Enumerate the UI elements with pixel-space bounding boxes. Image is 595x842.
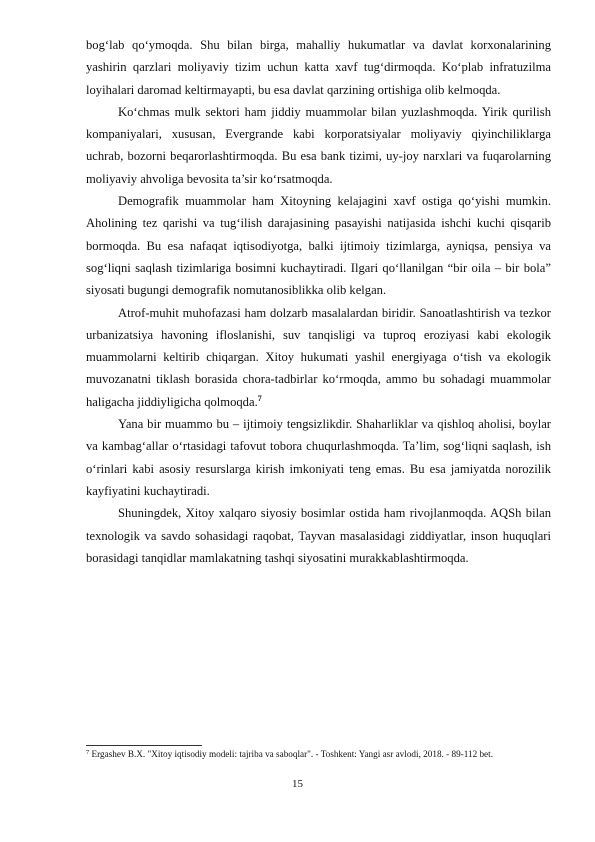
footnote-separator: [86, 745, 202, 746]
paragraph-environment-text: Atrof-muhit muhofazasi ham dolzarb masalalardan biridir. Sanoatlashtirish va tezkor urbanizatsiya havoning ifloslanishi, suv tanqisligi va tuproq eroziyasi kabi ekologik muammolarni keltirib chiqargan. Xitoy hukumati yashil energiyaga o‘tish va ekologik muvozanatni tiklash borasida chora-tadbirlar ko‘rmoqda, ammo bu sohadagi muammolar haligacha jiddiyligicha qolmoqda.: [86, 305, 551, 409]
page-number: 15: [292, 778, 303, 790]
paragraph-inequality: Yana bir muammo bu – ijtimoiy tengsizlikdir. Shaharliklar va qishloq aholisi, boylar va kambag‘allar o‘rtasidagi tafovut tobora chuqurlashmoqda. Ta’lim, sog‘liqni saqlash, ish o‘rinlari kabi asosiy resurslarga kirish imkoniyati teng emas. Bu esa jamiyatda norozilik kayfiyatini kuchaytiradi.: [86, 417, 551, 498]
footnote-reference: 7: [257, 393, 262, 403]
footnote-number: 7: [86, 749, 90, 756]
document-body: [86, 34, 551, 569]
paragraph-international-pressure: Shuningdek, Xitoy xalqaro siyosiy bosimlar ostida ham rivojlanmoqda. AQSh bilan texnologik va savdo sohasidagi raqobat, Tayvan masalasidagi ziddiyatlar, inson huquqlari borasidagi tanqidlar mamlakatning tashqi siyosatini murakkablashtirmoqda.: [86, 506, 551, 565]
paragraph-real-estate: Ko‘chmas mulk sektori ham jiddiy muammolar bilan yuzlashmoqda. Yirik qurilish kompaniyalari, xususan, Evergrande kabi korporatsiyalar moliyaviy qiyinchiliklarga uchrab, bozorni beqarorlashtirmoqda. Bu esa bank tizimi, uy-joy narxlari va fuqarolarning moliyaviy ahvoliga bevosita ta’sir ko‘rsatmoqda.: [86, 104, 551, 186]
paragraph-hidden-debts: bog‘lab qo‘ymoqda. Shu bilan birga, mahalliy hukumatlar va davlat korxonalarining yashirin qarzlari moliyaviy tizim uchun katta xavf tug‘dirmoqda. Ko‘plab infratuzilma loyihalari daromad keltirmayapti, bu esa davlat qarzining ortishiga olib kelmoqda.: [86, 38, 551, 97]
paragraph-demographics: Demografik muammolar ham Xitoyning kelajagini xavf ostiga qo‘yishi mumkin. Aholining tez qarishi va tug‘ilish darajasining pasayishi natijasida ishchi kuchi qisqarib bormoqda. Bu esa nafaqat iqtisodiyotga, balki ijtimoiy tizimlarga, ayniqsa, pensiya va sog‘liqni saqlash tizimlariga bosimni kuchaytiradi. Ilgari qo‘llanilgan “bir oila – bir bola” siyosati bugungi demografik nomutanosiblikka olib kelgan.: [86, 194, 551, 298]
footnote-text: Ergashev B.X. "Xitoy iqtisodiy modeli: tajriba va saboqlar". - Toshkent: Yangi asr avlodi, 2018. - 89-112 bet.: [89, 749, 493, 759]
footnote: [86, 748, 551, 760]
paragraph-environment: [86, 302, 551, 413]
